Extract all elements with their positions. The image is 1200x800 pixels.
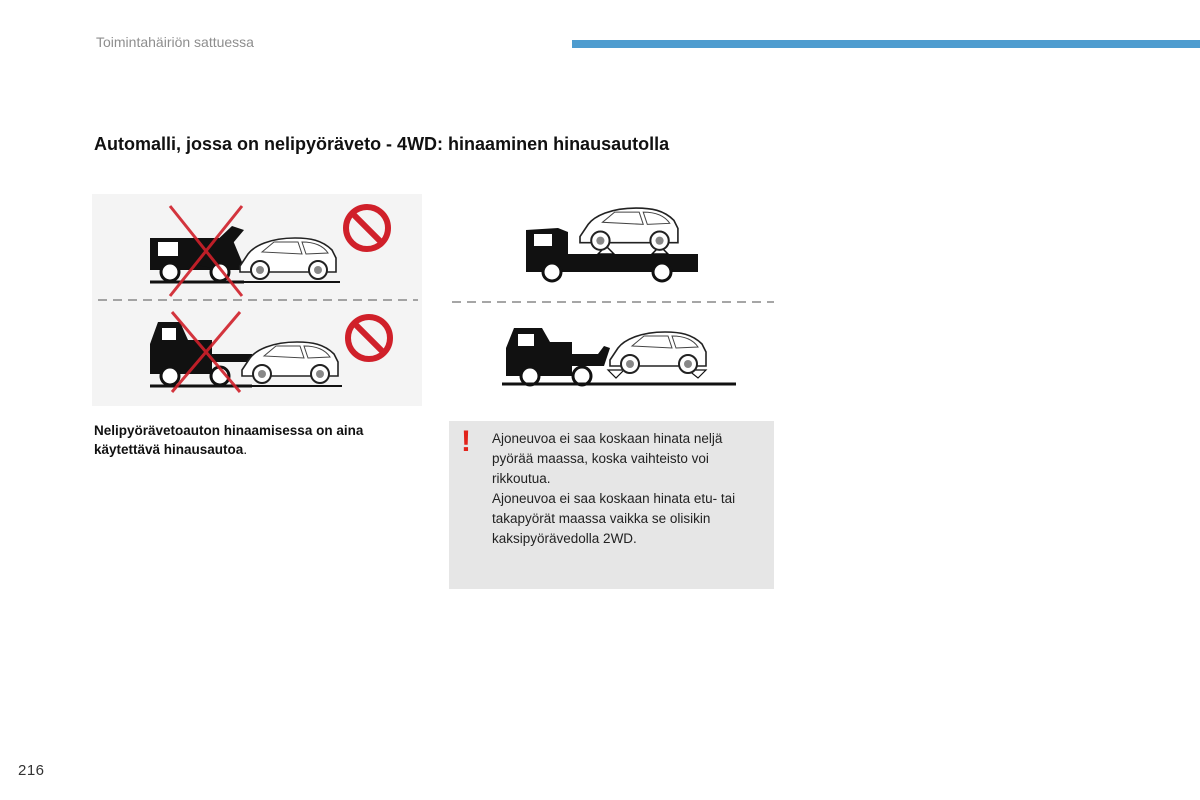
warning-line-1: Ajoneuvoa ei saa koskaan hinata neljä pyörää maassa, koska vaihteisto voi rikkoutua.	[492, 431, 723, 486]
figure-caption	[94, 421, 424, 459]
prohibited-icon	[348, 317, 390, 359]
page-heading: Automalli, jossa on nelipyöräveto - 4WD: hinaaminen hinausautolla	[94, 134, 670, 154]
allowed-towing-figure	[448, 198, 778, 390]
caption-bold: Nelipyörävetoauton hinaamisessa on aina käytettävä hinausautoa	[94, 423, 364, 457]
warning-line-2: Ajoneuvoa ei saa koskaan hinata etu- tai takapyörät maassa vaikka se olisikin kaksipyörävedolla 2WD.	[492, 491, 736, 546]
section-title: Toimintahäiriön sattuessa	[96, 34, 254, 50]
page-number: 216	[18, 762, 45, 779]
warning-icon: !	[461, 425, 471, 458]
warning-box	[449, 421, 774, 589]
header-accent-bar	[572, 40, 1200, 48]
warning-text	[492, 429, 767, 549]
prohibited-towing-figure	[92, 194, 422, 406]
prohibited-towing-illustration	[92, 194, 422, 406]
tow-truck-icon	[150, 322, 252, 386]
allowed-towing-illustration	[448, 198, 778, 390]
prohibited-icon	[346, 207, 388, 249]
caption-tail: .	[243, 442, 248, 457]
tow-truck-lift-icon	[150, 226, 244, 282]
